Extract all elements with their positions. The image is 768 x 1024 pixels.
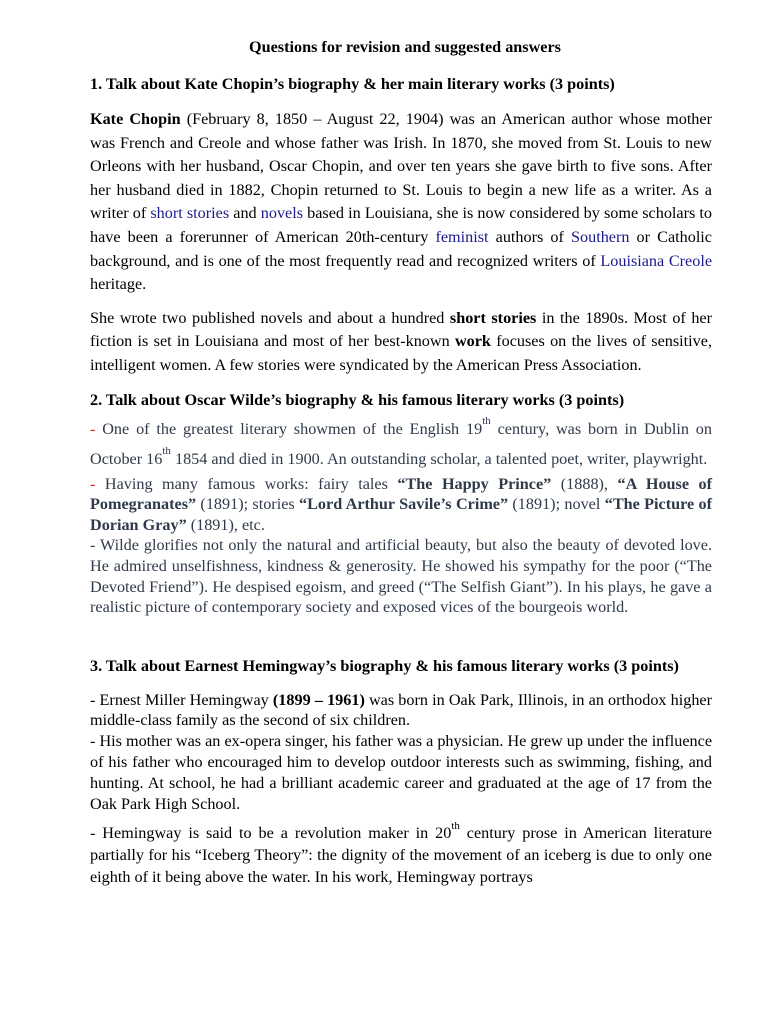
work-title-bold: “The Happy Prince” [397, 474, 552, 493]
document-title: Questions for revision and suggested answers [249, 38, 561, 56]
text-run: based in Louisiana, she is now considered by some scholars to have been a forerunner of American 20th-century [90, 204, 712, 246]
text-run: century, was born in Dublin on October 16 [90, 419, 712, 468]
question-1-paragraph-2 [90, 307, 712, 378]
bold-text: short stories [449, 308, 537, 327]
superscript: th [451, 820, 460, 833]
text-run: focuses on the lives of sensitive, intelligent women. A few stories were syndicated by the American Press Association. [90, 332, 712, 374]
text-run: - Hemingway is said to be a revolution maker in 20 [90, 824, 452, 843]
text-run: 1854 and died in 1900. An outstanding scholar, a talented poet, writer, playwright. [170, 449, 708, 468]
question-1-paragraph-1 [90, 108, 712, 297]
novels-link[interactable]: novels [260, 204, 304, 223]
louisiana-creole-link[interactable]: Louisiana Creole [600, 251, 713, 270]
section-spacer [90, 618, 712, 654]
author-name-bold: Kate Chopin [90, 110, 181, 128]
work-title-bold: “Lord Arthur Savile’s Crime” [299, 495, 509, 514]
short-stories-link[interactable]: short stories [150, 204, 230, 223]
question-3-paragraph-1 [90, 690, 712, 732]
text-run: (1891); novel [508, 495, 605, 514]
text-run: (1891); stories [196, 495, 300, 514]
text-run: Having many famous works: fairy tales [95, 474, 398, 493]
text-run: in the 1890s. Most of her fiction is set in Louisiana and most of her best-known [90, 308, 712, 351]
bold-text: (1899 – 1961) [272, 690, 365, 709]
feminist-link[interactable]: feminist [435, 227, 489, 246]
text-run: She wrote two published novels and about a hundred [90, 308, 450, 327]
bold-text: work [454, 332, 491, 351]
question-3-section [90, 654, 712, 889]
red-dash-marker: - [90, 419, 96, 438]
text-run: was born in Oak Park, Illinois, in an orthodox higher middle-class family as the second of six children. [90, 690, 713, 730]
text-run: One of the greatest literary showmen of the English 19 [95, 419, 483, 438]
work-title-bold: “A House of Pomegranates” [90, 474, 712, 514]
text-run: (1891), etc. [186, 515, 265, 534]
southern-link[interactable]: Southern [571, 227, 630, 246]
work-title-bold: “The Picture of Dorian Gray” [90, 495, 712, 534]
question-2-paragraph-3: - Wilde glorifies not only the natural and artificial beauty, but also the beauty of devoted love. He admired unselfishness, kindness & generosity. He showed his sympathy for the poor (“The Devoted Friend”). He despised egoism, and greed (“The Selfish Giant”). In his plays, he gave a realistic picture of contemporary society and exposed vices of the bourgeois world. [90, 536, 712, 617]
question-2-paragraph-1 [90, 414, 712, 474]
superscript: th [162, 445, 171, 458]
question-3-heading: 3. Talk about Earnest Hemingway’s biography & his famous literary works (3 points) [90, 656, 679, 675]
text-run: heritage. [90, 275, 147, 294]
text-run: authors of [488, 227, 571, 246]
question-2-section [90, 388, 712, 618]
text-run: and [229, 204, 261, 223]
question-3-paragraph-3 [90, 822, 712, 888]
text-run: (February 8, 1850 – August 22, 1904) was an American author whose mother was French and Creole and whose father was Irish. In 1870, she moved from St. Louis to new Orleons with her husband, Oscar Chopin, and over ten years she gave birth to five sons. After her husband died in 1882, Chopin returned to St. Louis to begin a new life as a writer. As a writer of [90, 110, 712, 223]
question-3-paragraph-2: - His mother was an ex-opera singer, his father was a physician. He grew up under the influence of his father who encouraged him to develop outdoor interests such as swimming, fishing, and hunting. At school, he had a brilliant academic career and graduated at the age of 17 from the Oak Park High School. [90, 732, 712, 813]
text-run: or Catholic background, and is one of the most frequently read and recognized writers of [90, 227, 712, 270]
text-run: (1888), [551, 474, 618, 493]
text-run: century prose in American literature partially for his “Iceberg Theory”: the dignity of the movement of an iceberg is due to only one eighth of it being above the water. In his work, Hemingway portrays [90, 824, 712, 887]
superscript: th [482, 415, 491, 428]
question-1-section [90, 72, 712, 378]
question-1-heading: 1. Talk about Kate Chopin’s biography & her main literary works (3 points) [90, 75, 615, 93]
text-run: - Ernest Miller Hemingway [90, 690, 273, 709]
question-2-paragraph-2 [90, 474, 712, 536]
question-2-heading: 2. Talk about Oscar Wilde’s biography & his famous literary works (3 points) [90, 390, 625, 409]
red-dash-marker: - [90, 474, 96, 493]
